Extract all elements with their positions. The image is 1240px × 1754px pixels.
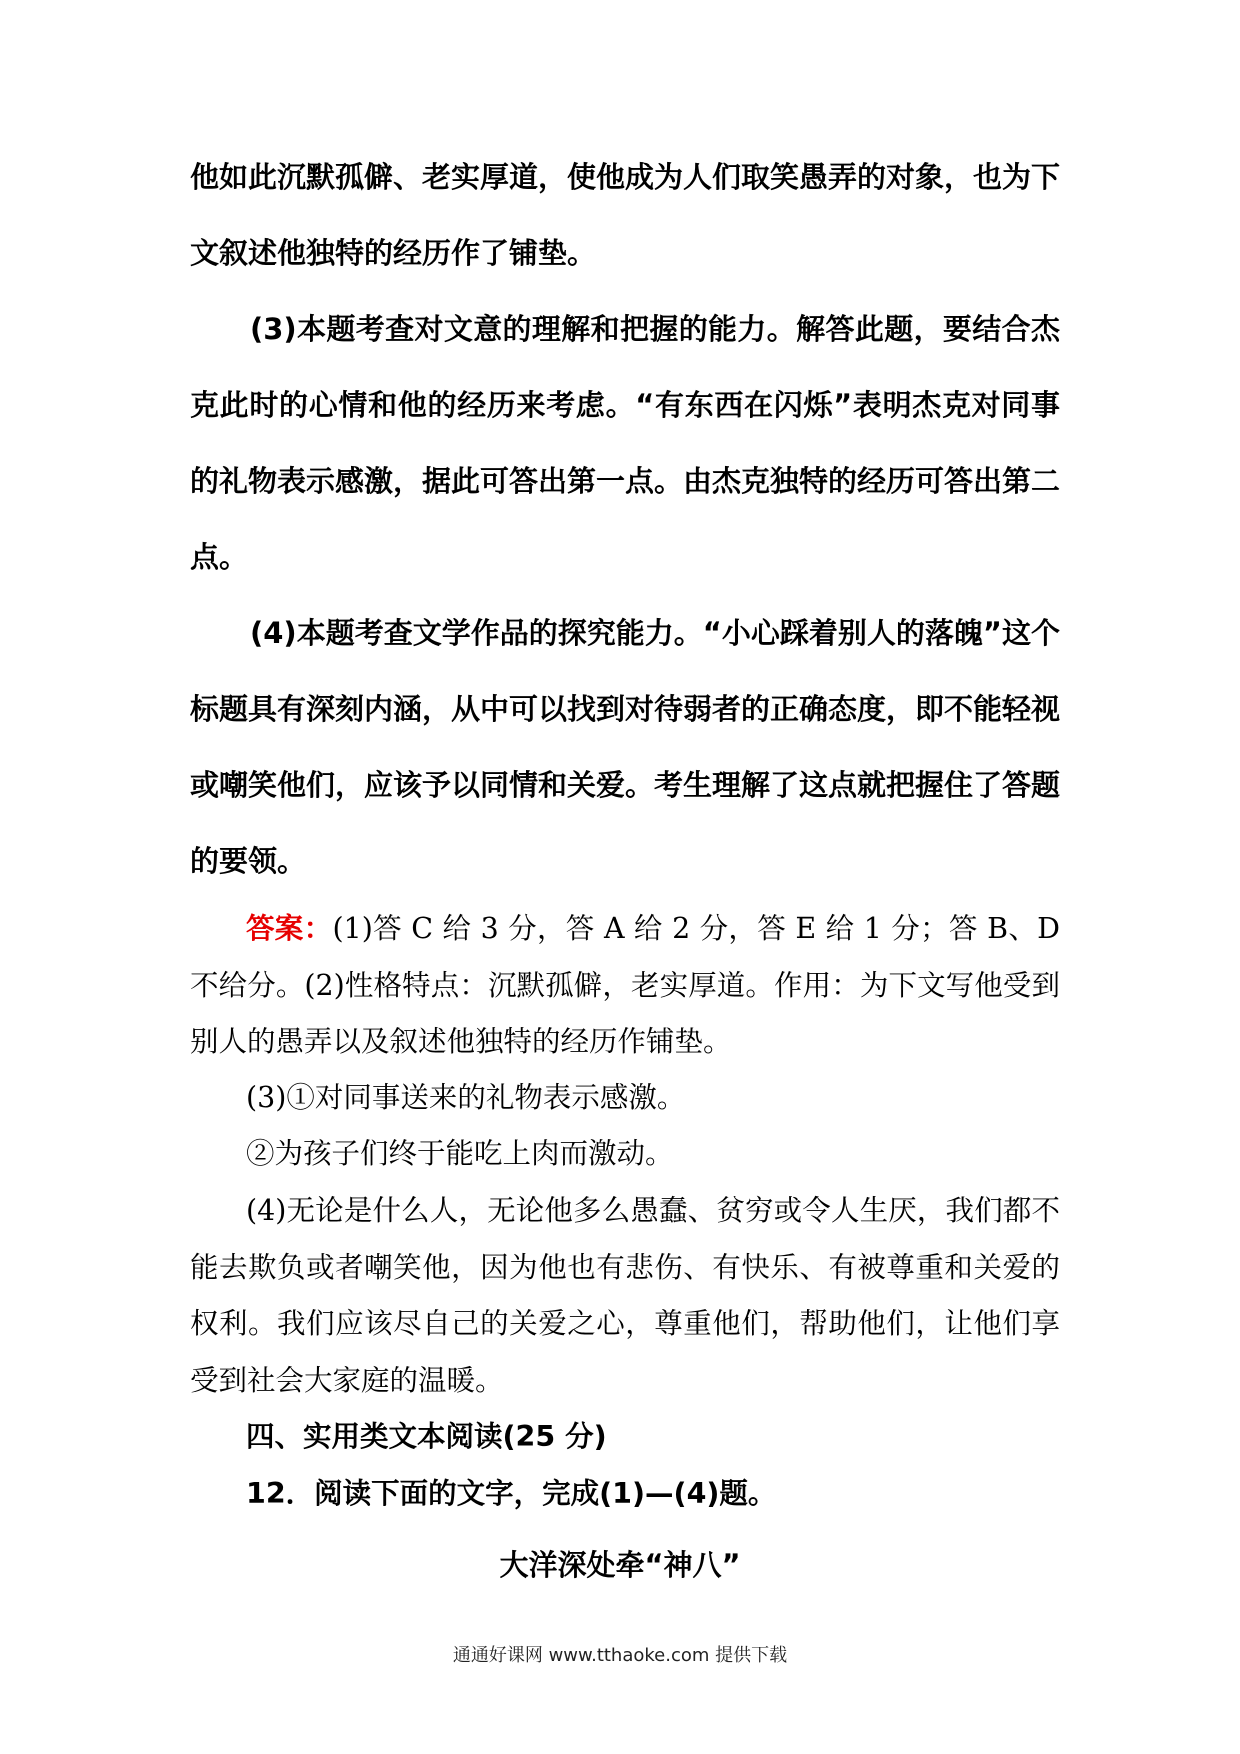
answer-label: 答案： bbox=[246, 912, 333, 945]
answer-paragraph-3a: (3)①对同事送来的礼物表示感激。 bbox=[246, 1081, 686, 1114]
answer-text-1: (1)答 C 给 3 分，答 A 给 2 分，答 E 给 1 分；答 B、D 不给分。(2)性格特点：沉默孤僻，老实厚道。作用：为下文写他受到别人的愚弄以及叙述他独特的经历作铺垫。 bbox=[190, 912, 1060, 1058]
answer-paragraph-3b: ②为孩子们终于能吃上肉而激动。 bbox=[246, 1137, 674, 1170]
explanation-paragraph-4: (4)本题考查文学作品的探究能力。“小心踩着别人的落魄”这个标题具有深刻内涵，从中可以找到对待弱者的正确态度，即不能轻视或嘲笑他们，应该予以同情和关爱。考生理解了这点就把握住了答题的要领。 bbox=[190, 616, 1061, 878]
answer-paragraph-4: (4)无论是什么人，无论他多么愚蠢、贫穷或令人生厌，我们都不能去欺负或者嘲笑他，因为他也有悲伤、有快乐、有被尊重和关爱的权利。我们应该尽自己的关爱之心，尊重他们，帮助他们，让他们享受到社会大家庭的温暖。 bbox=[190, 1194, 1060, 1397]
section-heading: 四、实用类文本阅读(25 分) bbox=[246, 1420, 607, 1453]
answer-paragraph-1 bbox=[190, 901, 1060, 1071]
article-title: 大洋深处牵“神八” bbox=[499, 1548, 741, 1582]
question-12: 12．阅读下面的文字，完成(1)—(4)题。 bbox=[246, 1477, 777, 1510]
explanation-paragraph-2-continued: 他如此沉默孤僻、老实厚道，使他成为人们取笑愚弄的对象，也为下文叙述他独特的经历作了铺垫。 bbox=[190, 160, 1061, 270]
page-footer: 通通好课网 www.tthaoke.com 提供下载 bbox=[452, 1645, 788, 1666]
explanation-paragraph-3: (3)本题考查对文意的理解和把握的能力。解答此题，要结合杰克此时的心情和他的经历来考虑。“有东西在闪烁”表明杰克对同事的礼物表示感激，据此可答出第一点。由杰克独特的经历可答出第二点。 bbox=[190, 312, 1061, 574]
